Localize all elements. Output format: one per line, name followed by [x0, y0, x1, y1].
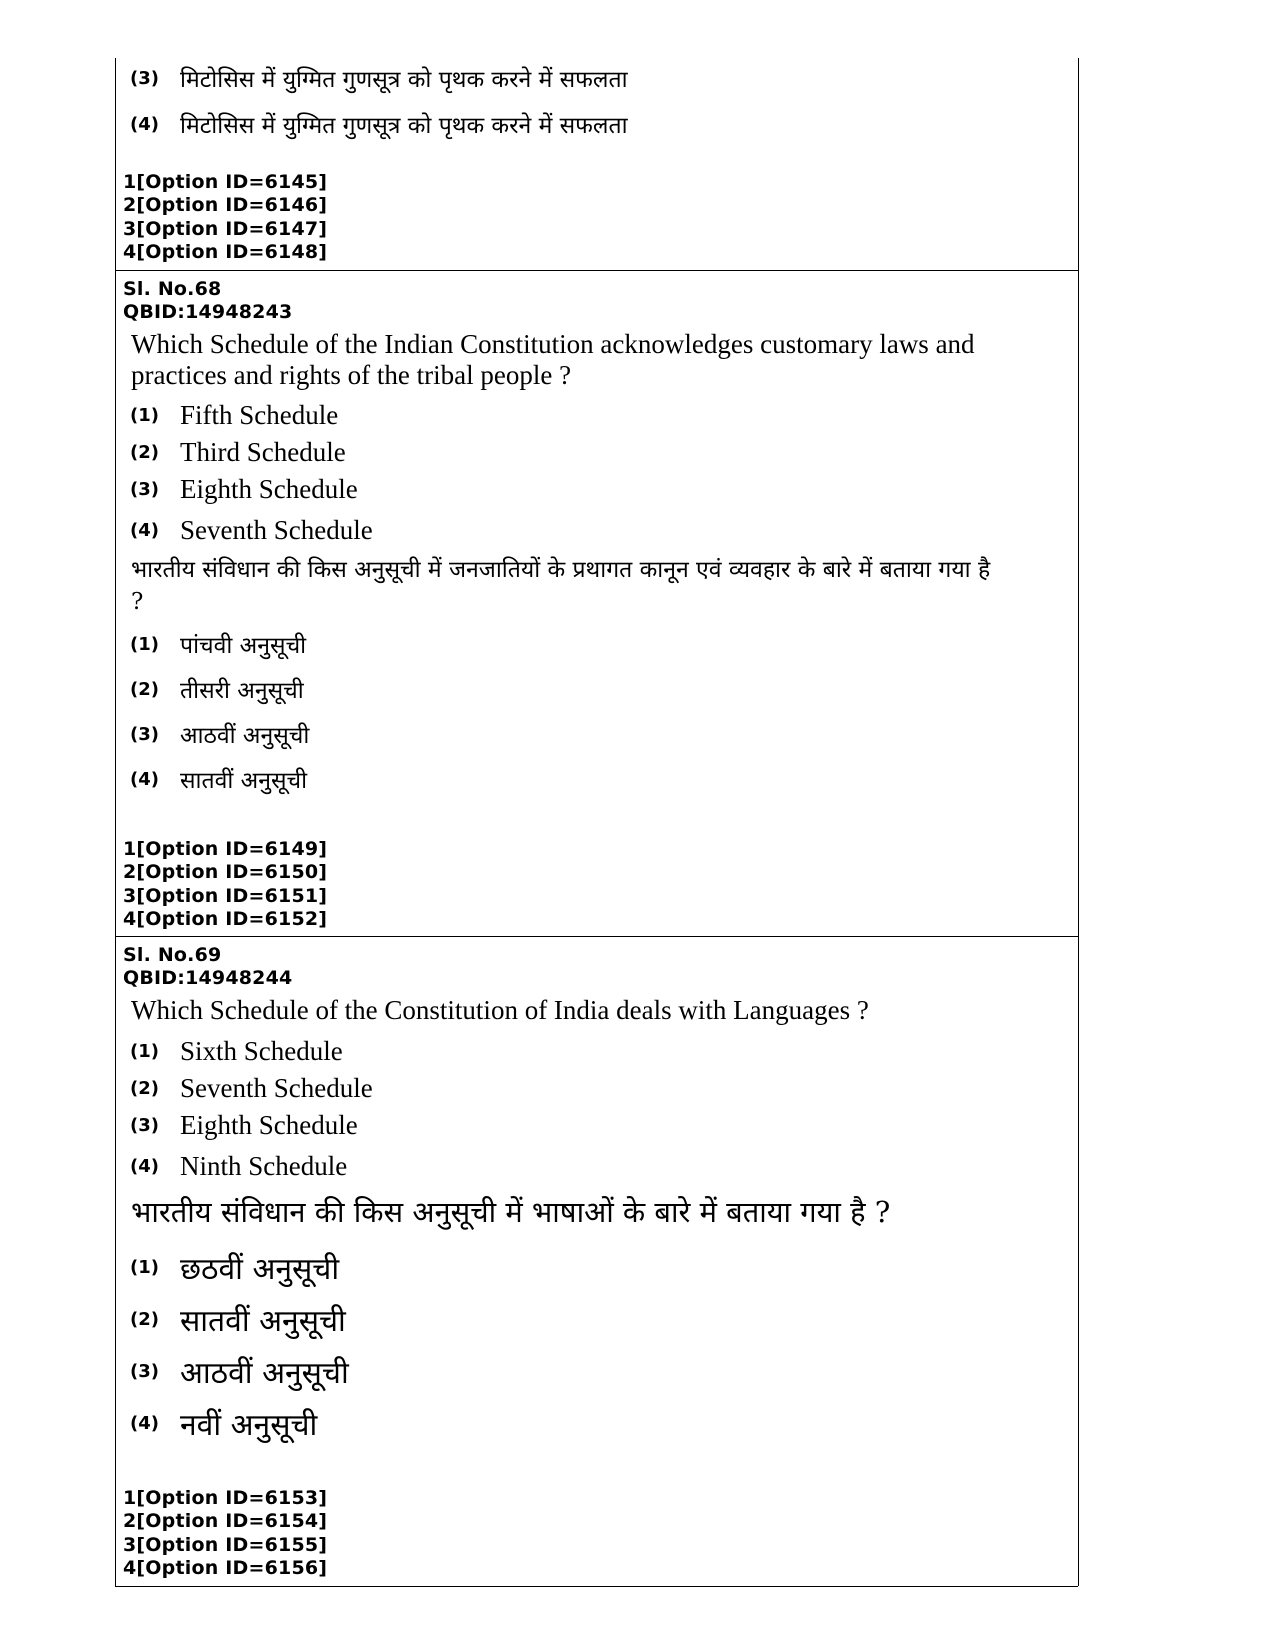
option-text: छठवीं अनुसूची — [180, 1252, 340, 1287]
option-hi — [130, 628, 306, 660]
option-hi — [130, 718, 309, 750]
question-text-hi — [131, 554, 1071, 618]
option-id: 1[Option ID=6149] — [123, 838, 328, 860]
option-text: Seventh Schedule — [180, 1073, 373, 1103]
option-text: सातवीं अनुसूची — [180, 1304, 346, 1339]
option-text: मिटोसिस में युग्मित गुणसूत्र को पृथक करने में सफलता — [180, 67, 628, 93]
option-id-list — [123, 171, 1063, 264]
option-hi — [130, 763, 307, 795]
option-text: पांचवी अनुसूची — [180, 633, 307, 659]
option-number: (4) — [130, 113, 159, 135]
question-text-en — [131, 995, 1071, 1026]
option-id-list — [123, 838, 1063, 931]
question-text-en — [131, 329, 1071, 391]
option-number: (4) — [130, 520, 159, 541]
option-number: (2) — [130, 678, 159, 700]
option-text: तीसरी अनुसूची — [180, 678, 304, 704]
option-text: आठवीं अनुसूची — [180, 1356, 349, 1391]
option-number: (3) — [130, 479, 159, 500]
option-text: सातवीं अनुसूची — [180, 768, 308, 794]
serial-number: Sl. No.69 — [123, 944, 222, 966]
question-line: भारतीय संविधान की किस अनुसूची में जनजातियों के प्रथागत कानून एवं व्यवहार के बारे में बताया गया है — [131, 557, 991, 583]
option-number: (3) — [130, 1361, 159, 1382]
question-line: ? — [131, 589, 144, 615]
qbid: QBID:14948244 — [123, 967, 293, 989]
option-number: (2) — [130, 1078, 159, 1099]
option-number: (1) — [130, 1041, 159, 1062]
option-id: 4[Option ID=6148] — [123, 240, 328, 263]
option-en — [130, 1151, 347, 1182]
row-divider — [115, 936, 1078, 937]
option-text: Fifth Schedule — [180, 400, 339, 430]
option-en — [130, 1036, 343, 1067]
option-id: 2[Option ID=6154] — [123, 1510, 328, 1533]
option-id: 3[Option ID=6147] — [123, 217, 328, 240]
question-line: Which Schedule of the Constitution of India deals with Languages ? — [131, 995, 869, 1025]
option-number: (4) — [130, 768, 159, 790]
option-number: (3) — [130, 67, 159, 89]
serial-number: Sl. No.68 — [123, 278, 222, 300]
row-divider — [115, 270, 1078, 271]
option-en — [130, 400, 338, 431]
option-id: 4[Option ID=6156] — [123, 1556, 328, 1579]
option-en — [130, 474, 358, 505]
option-en — [130, 437, 346, 468]
option-number: (2) — [130, 1309, 159, 1330]
option-number: (1) — [130, 1257, 159, 1278]
option-number: (3) — [130, 1115, 159, 1136]
option-text: Seventh Schedule — [180, 515, 373, 545]
option-number: (1) — [130, 633, 159, 655]
option-id: 3[Option ID=6151] — [123, 884, 328, 907]
option-id: 1[Option ID=6145] — [123, 171, 328, 193]
option-en — [130, 515, 373, 546]
option-hi — [130, 1299, 346, 1340]
option-text: Eighth Schedule — [180, 1110, 358, 1140]
question-text-hi — [131, 1194, 1071, 1230]
question-header — [123, 278, 1063, 324]
option-text: Third Schedule — [180, 437, 346, 467]
option-text: Sixth Schedule — [180, 1036, 343, 1066]
option-text: नवीं अनुसूची — [180, 1408, 318, 1443]
option-text: मिटोसिस में युग्मित गुणसूत्र को पृथक करने में सफलता — [180, 113, 628, 139]
option-number: (3) — [130, 723, 159, 745]
option-hi — [130, 1403, 317, 1444]
option-id: 4[Option ID=6152] — [123, 907, 328, 930]
question-line: practices and rights of the tribal people ? — [131, 360, 572, 390]
option-text: आठवीं अनुसूची — [180, 723, 310, 749]
option-text: Ninth Schedule — [180, 1151, 348, 1181]
option-id: 2[Option ID=6150] — [123, 861, 328, 884]
option-id: 1[Option ID=6153] — [123, 1487, 328, 1509]
option-number: (4) — [130, 1156, 159, 1177]
option-number: (4) — [130, 1413, 159, 1434]
row-divider — [115, 1586, 1078, 1587]
option-en — [130, 1073, 373, 1104]
option-number: (2) — [130, 442, 159, 463]
option-id: 3[Option ID=6155] — [123, 1533, 328, 1556]
option-hi — [130, 62, 628, 94]
option-number: (1) — [130, 405, 159, 426]
option-id: 2[Option ID=6146] — [123, 194, 328, 217]
option-id-list — [123, 1487, 1063, 1580]
option-en — [130, 1110, 358, 1141]
question-header — [123, 944, 1063, 990]
question-line: भारतीय संविधान की किस अनुसूची में भाषाओं के बारे में बताया गया है ? — [131, 1195, 891, 1229]
option-text: Eighth Schedule — [180, 474, 358, 504]
question-line: Which Schedule of the Indian Constitution acknowledges customary laws and — [131, 329, 975, 359]
option-hi — [130, 108, 628, 140]
qbid: QBID:14948243 — [123, 301, 293, 323]
option-hi — [130, 1351, 349, 1392]
option-hi — [130, 1247, 339, 1288]
option-hi — [130, 673, 304, 705]
